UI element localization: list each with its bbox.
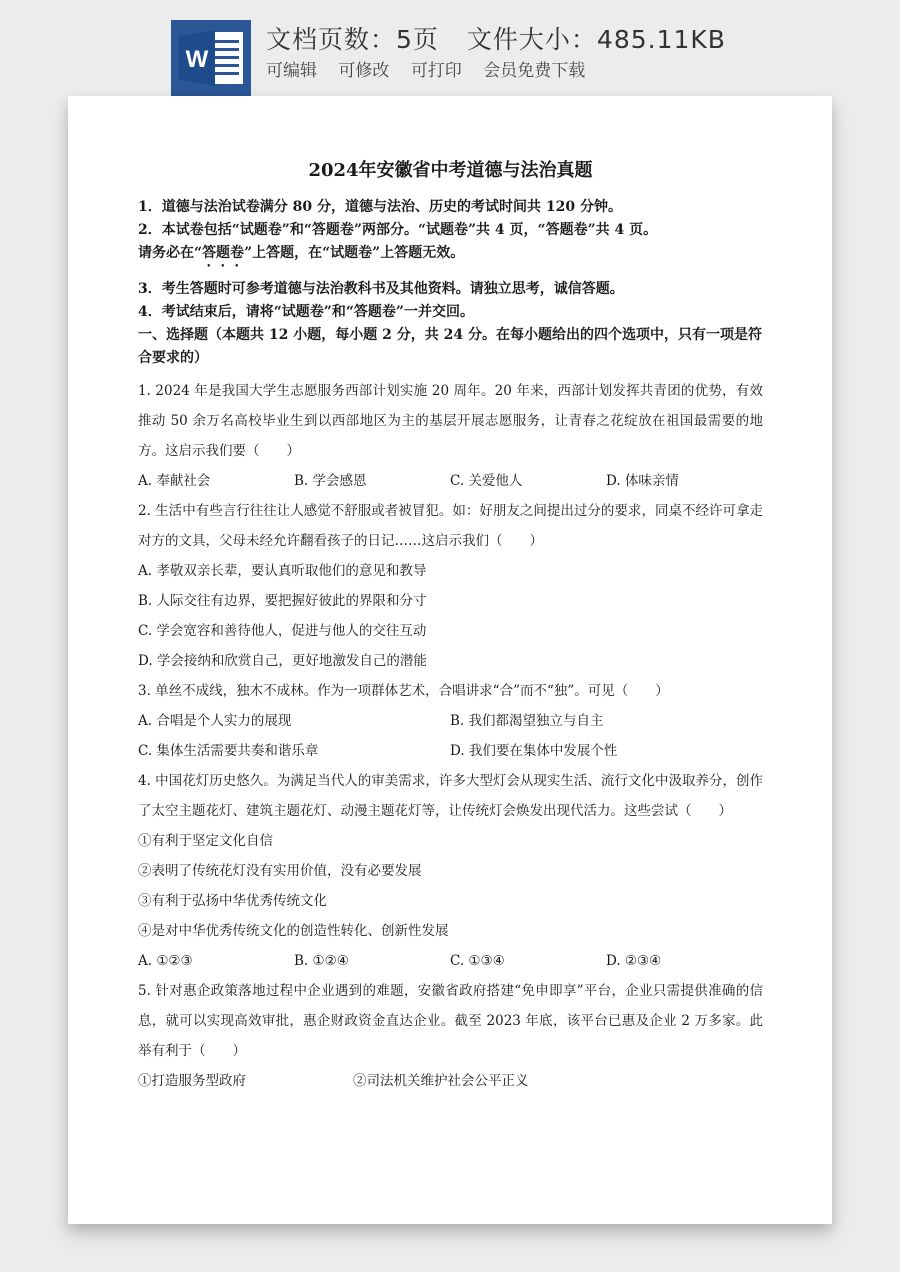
option-c: C. 集体生活需要共奏和谐乐章 — [138, 743, 319, 759]
feature-modifiable: 可修改 — [338, 61, 390, 81]
option-b: B. 学会感恩 — [294, 473, 367, 489]
statement-2: ②表明了传统花灯没有实用价值，没有必要发展 — [138, 863, 422, 879]
note-1: 1．道德与法治试卷满分 80 分，道德与法治、历史的考试时间共 120 分钟。 — [138, 199, 622, 215]
option-d: D. ②③④ — [606, 953, 662, 969]
option-c: C. 学会宽容和善待他人，促进与他人的交往互动 — [138, 623, 427, 639]
document-title: 2024年安徽省中考道德与法治真题 — [308, 160, 593, 181]
feature-editable: 可编辑 — [266, 61, 317, 81]
statement-4: ④是对中华优秀传统文化的创造性转化、创新性发展 — [138, 923, 449, 939]
note-2a: 2．本试卷包括“试题卷”和“答题卷”两部分。“试题卷”共 4 页，“答题卷”共 4 页。 — [138, 222, 658, 238]
note-2b-pre: 请务必在“ — [138, 245, 203, 261]
option-a: A. 奉献社会 — [138, 473, 211, 489]
option-d: D. 我们要在集体中发展个性 — [450, 743, 618, 759]
statement-1: ①打造服务型政府 — [138, 1073, 246, 1089]
option-b: B. ①②④ — [294, 953, 349, 969]
statement-2: ②司法机关维护社会公平正义 — [353, 1073, 529, 1089]
feature-list — [266, 56, 595, 81]
note-2b-post: ”上答题，在“试题卷”上答题无效。 — [244, 245, 465, 261]
note-3: 3．考生答题时可参考道德与法治教科书及其他资料。请独立思考，诚信答题。 — [138, 281, 624, 297]
feature-free-download: 会员免费下载 — [483, 61, 586, 81]
note-2b — [138, 242, 763, 270]
svg-text:W: W — [185, 46, 209, 73]
file-stats — [266, 20, 726, 56]
statement-1: ①有利于坚定文化自信 — [138, 833, 273, 849]
word-document-icon — [171, 20, 251, 96]
option-c: C. ①③④ — [450, 953, 505, 969]
question-4-stem: 4. 中国花灯历史悠久。为满足当代人的审美需求，许多大型灯会从现实生活、流行文化中汲取养分，创作了太空主题花灯、建筑主题花灯、动漫主题花灯等，让传统灯会焕发出现代活力。这些尝试（ ） — [138, 773, 763, 819]
statement-3: ③有利于弘扬中华优秀传统文化 — [138, 893, 327, 909]
document-page — [68, 96, 832, 1224]
option-a: A. ①②③ — [138, 953, 193, 969]
option-d: D. 学会接纳和欣赏自己，更好地激发自己的潜能 — [138, 653, 427, 669]
option-d: D. 体味亲情 — [606, 473, 679, 489]
question-3-stem: 3. 单丝不成线，独木不成林。作为一项群体艺术，合唱讲求“合”而不“独”。可见（ ） — [138, 683, 669, 699]
option-a: A. 孝敬双亲长辈，要认真听取他们的意见和教导 — [138, 563, 427, 579]
question-3-options-row2 — [138, 736, 763, 766]
page-count: 文档页数：5页 — [266, 25, 439, 54]
document-content — [138, 156, 763, 1096]
note-4: 4．考试结束后，请将“试题卷”和“答题卷”一并交回。 — [138, 304, 474, 320]
question-3-options-row1 — [138, 706, 763, 736]
option-b: B. 我们都渴望独立与自主 — [450, 713, 604, 729]
question-2-stem: 2. 生活中有些言行往往让人感觉不舒服或者被冒犯。如：好朋友之间提出过分的要求，同桌不经许可拿走对方的文具，父母未经允许翻看孩子的日记……这启示我们（ ） — [138, 503, 763, 549]
download-info-header — [0, 0, 900, 96]
note-2b-emphasis: 答题卷 — [202, 245, 245, 261]
question-4-options — [138, 946, 763, 976]
question-1-stem: 1. 2024 年是我国大学生志愿服务西部计划实施 20 周年。20 年来，西部计划发挥共青团的优势，有效推动 50 余万名高校毕业生到以西部地区为主的基层开展志愿服务，让青春之花绽放在祖国最需要的地方。这启示我们要（ ） — [138, 383, 763, 459]
option-a: A. 合唱是个人实力的展现 — [138, 713, 292, 729]
question-5-stem: 5. 针对惠企政策落地过程中企业遇到的难题，安徽省政府搭建“免申即享”平台，企业只需提供准确的信息，就可以实现高效审批，惠企财政资金直达企业。截至 2023 年底，该平台已惠及企业 2 万多家。此举有利于（ ） — [138, 983, 763, 1059]
file-size: 文件大小：485.11KB — [466, 25, 726, 54]
option-c: C. 关爱他人 — [450, 473, 523, 489]
feature-printable: 可打印 — [410, 61, 462, 81]
question-5-statements — [138, 1066, 763, 1096]
question-1-options — [138, 466, 763, 496]
section-heading: 一、选择题（本题共 12 小题，每小题 2 分，共 24 分。在每小题给出的四个选项中，只有一项是符合要求的） — [138, 327, 762, 366]
option-b: B. 人际交往有边界，要把握好彼此的界限和分寸 — [138, 593, 427, 609]
